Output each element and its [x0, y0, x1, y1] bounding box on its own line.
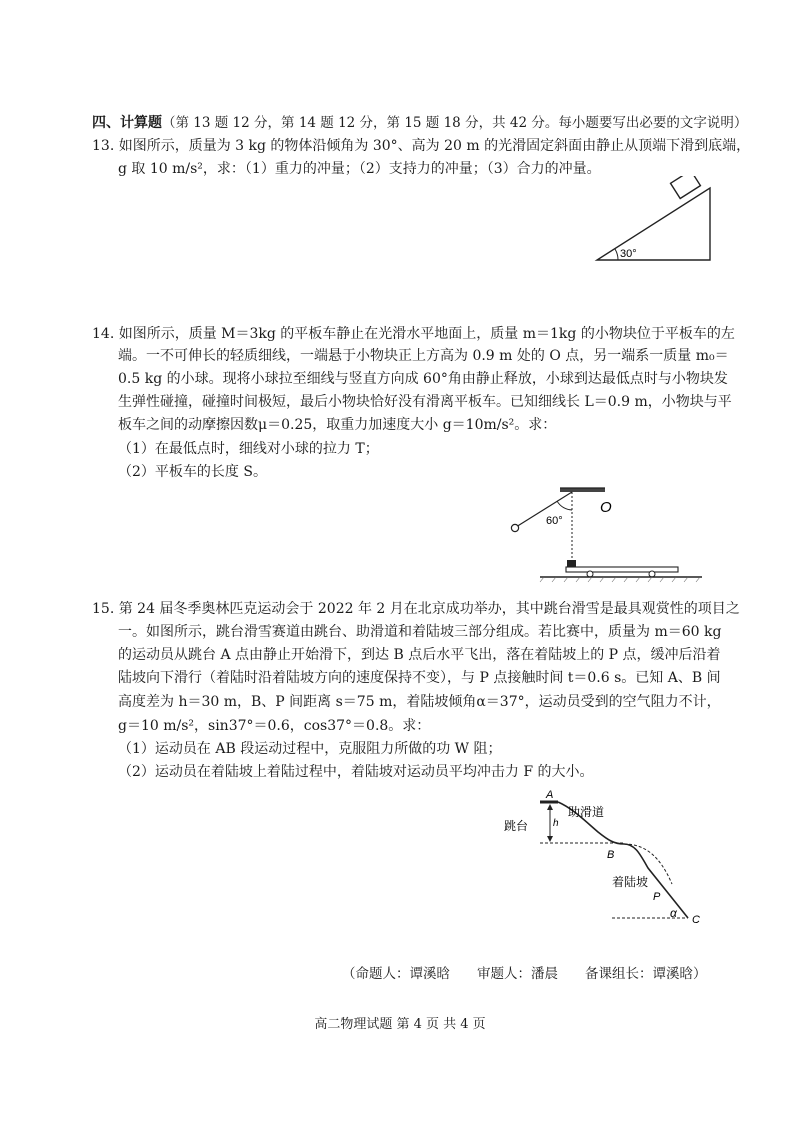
pendulum-angle-label: 60°: [546, 515, 563, 527]
q13-line-2: g 取 10 m/s²，求：（1）重力的冲量；（2）支持力的冲量；（3）合力的冲量。: [118, 161, 601, 177]
q14-line-1: 14. 如图所示，质量 M＝3kg 的平板车静止在光滑水平地面上，质量 m＝1kg 的小物块位于平板车的左: [92, 326, 735, 342]
q14-line-4: 生弹性碰撞，碰撞时间极短，最后小物块恰好没有滑离平板车。已知细线长 L＝0.9 m，小物块与平: [118, 394, 732, 410]
point-o-label: O: [600, 499, 612, 516]
label-platform: 跳台: [504, 819, 529, 833]
label-slope: 着陆坡: [612, 875, 649, 889]
q14-line-2: 端。一不可伸长的轻质细线，一端悬于小物块正上方高为 0.9 m 处的 O 点，另一端系一质量 m₀＝: [118, 348, 729, 364]
q14-pendulum-figure: [510, 484, 705, 584]
section-title: 四、计算题: [92, 115, 162, 131]
label-p: P: [653, 891, 661, 903]
q15-line-1: 15. 第 24 届冬季奥林匹克运动会于 2022 年 2 月在北京成功举办，其中跳台滑雪是最具观赏性的项目之: [92, 601, 740, 617]
label-alpha: α: [670, 906, 677, 920]
label-ramp: 助滑道: [568, 805, 605, 819]
cart-board: [566, 567, 678, 572]
q15-line-2: 一。如图所示，跳台滑雪赛道由跳台、助滑道和着陆坡三部分组成。若比赛中，质量为 m＝60 kg: [118, 624, 722, 640]
q15-line-6: g＝10 m/s²，sin37°＝0.6，cos37°＝0.8。求：: [118, 718, 431, 734]
q14-line-5: 板车之间的动摩擦因数μ＝0.25，取重力加速度大小 g＝10m/s²。求：: [118, 417, 557, 433]
q15-sub-2: （2）运动员在着陆坡上着陆过程中，着陆坡对运动员平均冲击力 F 的大小。: [118, 764, 594, 780]
q15-ski-jump-figure: [500, 786, 715, 936]
label-b: B: [607, 849, 615, 861]
q14-sub-2: （2）平板车的长度 S。: [118, 464, 267, 480]
ball: [511, 524, 518, 531]
small-block: [567, 560, 576, 567]
wheel-right: [649, 571, 655, 577]
q15-line-3: 的运动员从跳台 A 点由静止开始滑下，到达 B 点后水平飞出，落在着陆坡上的 P 点，缓冲后沿着: [118, 647, 721, 663]
label-c: C: [692, 914, 700, 926]
section-heading: [92, 113, 747, 133]
q13-line-1: 13. 如图所示，质量为 3 kg 的物体沿倾角为 30°、高为 20 m 的光滑固定斜面由静止从顶端下滑到底端，: [92, 138, 751, 154]
angle-arc: [557, 501, 572, 510]
q15-line-4: 陆坡向下滑行（着陆时沿着陆坡方向的速度保持不变），与 P 点接触时间 t＝0.6 s。已知 A、B 间: [118, 670, 721, 686]
incline-angle-label: 30°: [620, 248, 637, 260]
q15-sub-1: （1）运动员在 AB 段运动过程中，克服阻力所做的功 W 阻；: [118, 741, 502, 757]
angle-arc: [615, 249, 618, 260]
string: [516, 492, 572, 527]
ceiling: [560, 488, 605, 492]
q15-line-5: 高度差为 h＝30 m，B、P 间距离 s＝75 m，着陆坡倾角α＝37°，运动员受到的空气阻力不计，: [118, 694, 721, 710]
label-h: h: [553, 818, 559, 829]
q14-line-3: 0.5 kg 的小球。现将小球拉至细线与竖直方向成 60°角由静止释放，小球到达最低点时与小物块发: [118, 371, 728, 387]
incline-triangle: [597, 188, 710, 260]
credits: （命题人：谭溪晗 审题人：潘晨 备课组长：谭溪晗）: [342, 966, 707, 982]
section-note: （第 13 题 12 分，第 14 题 12 分，第 15 题 18 分，共 42 分。每小题要写出必要的文字说明）: [162, 115, 748, 131]
block: [671, 176, 701, 199]
wheel-left: [587, 571, 593, 577]
label-a: A: [546, 789, 554, 801]
q14-sub-1: （1）在最低点时，细线对小球的拉力 T；: [118, 441, 379, 457]
page-footer: 高二物理试题 第 4 页 共 4 页: [314, 1017, 486, 1032]
q13-incline-figure: [592, 176, 722, 266]
